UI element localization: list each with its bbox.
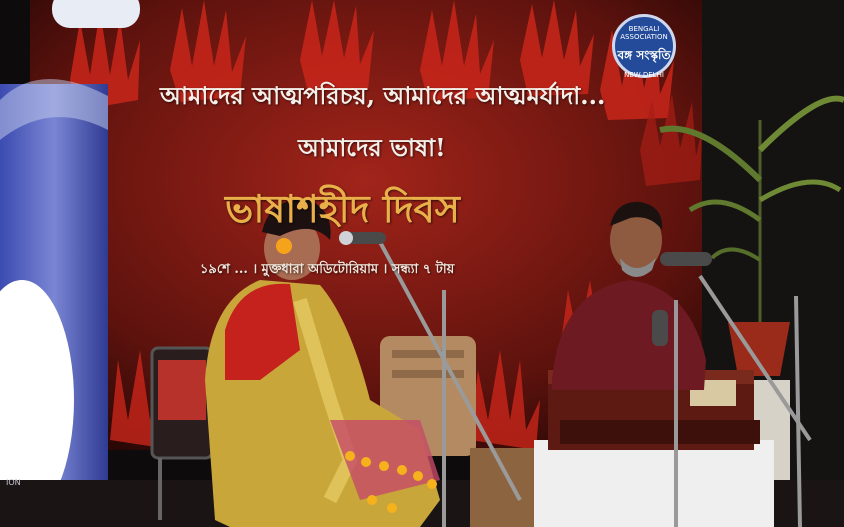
table-white-cloth xyxy=(534,440,774,527)
association-logo xyxy=(612,14,676,78)
logo-bottom-text: NEW DELHI xyxy=(624,71,664,79)
banner-tagline-line2: আমাদের ভাষা! xyxy=(298,133,446,162)
banner-event-title: ভাষাশহীদ দিবস xyxy=(225,186,460,231)
top-left-logo xyxy=(52,0,140,28)
banner-tagline-line1: আমাদের আত্মপরিচয়, আমাদের আত্মমর্যাদা... xyxy=(160,81,606,110)
stand-partial-text: ION xyxy=(6,478,21,487)
banner-event-details: ১৯শে ... । মুক্তধারা অডিটোরিয়াম । সন্ধ্যা ৭ টায় xyxy=(200,262,455,277)
logo-main-text: বঙ্গ সংস্কৃতি xyxy=(617,48,671,62)
logo-top-text: BENGALI ASSOCIATION xyxy=(620,25,668,41)
